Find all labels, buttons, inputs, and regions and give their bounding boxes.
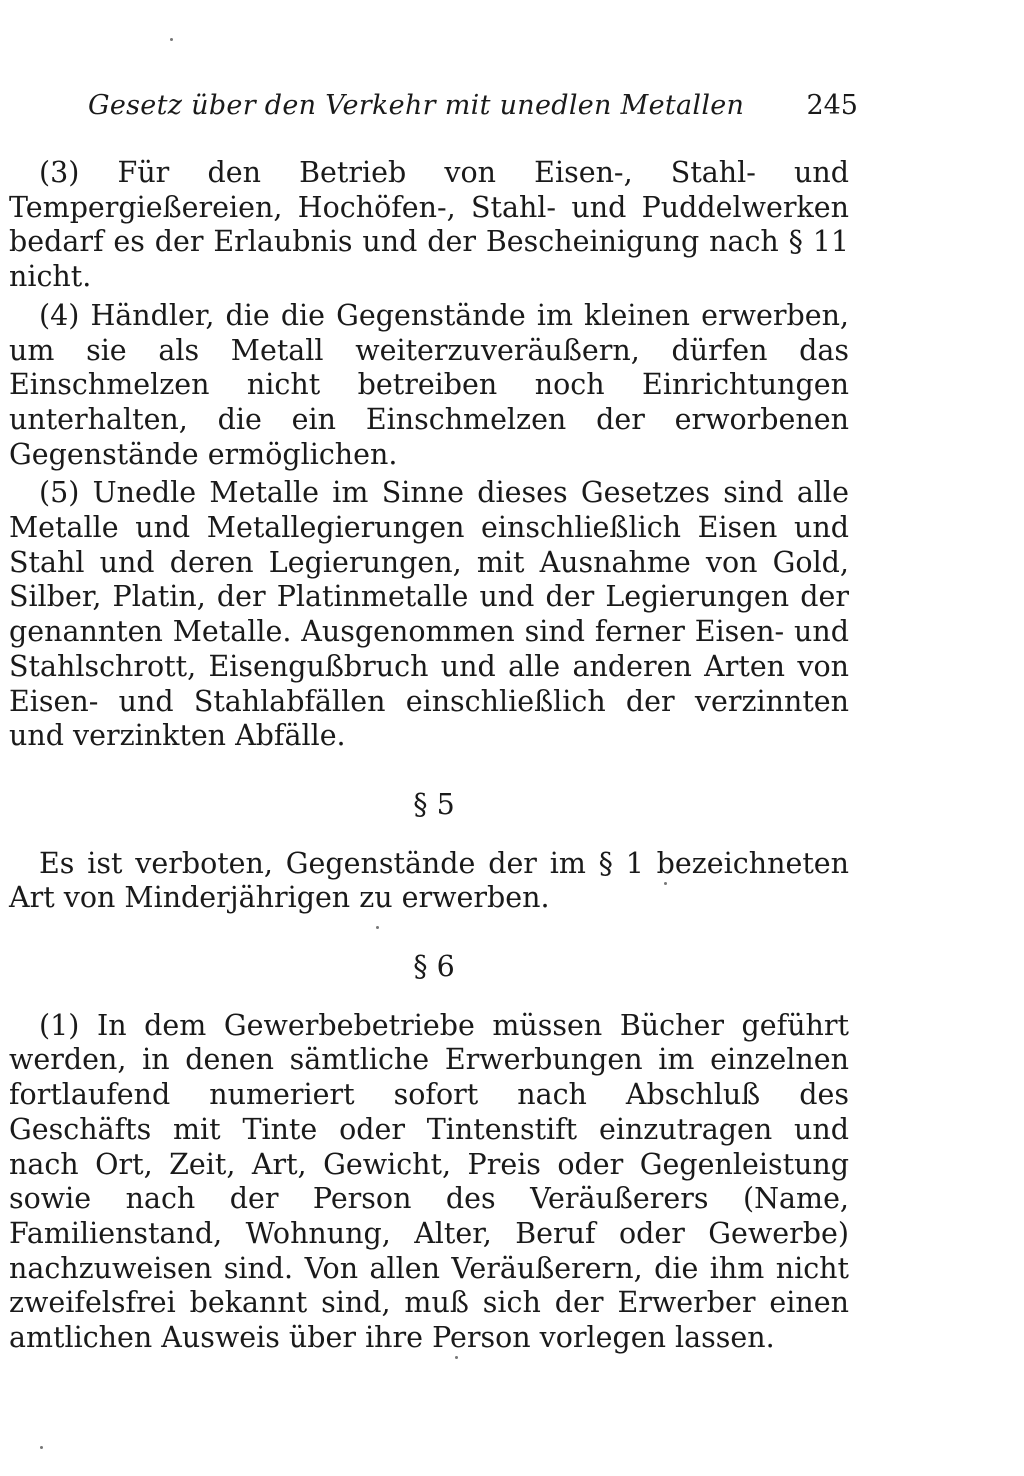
scan-speck bbox=[664, 882, 667, 885]
scan-speck bbox=[455, 1356, 458, 1359]
section-5-heading: § 5 bbox=[413, 787, 455, 821]
paragraph-4-4: (4) Händler, die die Gegenstände im kleinen erwerben, um sie als Metall weiterzuveräußern, dürfen das Einschmelzen nicht betreiben noch Einrichtungen unterhalten, die ein Einschmelzen der erworbenen Gegenstände ermöglichen. bbox=[9, 298, 849, 471]
section-5-text: Es ist verboten, Gegenstände der im § 1 bezeichneten Art von Minderjährigen zu erwerben. bbox=[9, 846, 849, 915]
page-number: 245 bbox=[806, 90, 858, 121]
scan-speck bbox=[170, 38, 173, 41]
running-header bbox=[88, 88, 858, 124]
paragraph-4-5: (5) Unedle Metalle im Sinne dieses Gesetzes sind alle Metalle und Metallegierungen einschließlich Eisen und Stahl und deren Legierungen, mit Ausnahme von Gold, Silber, Platin, der Platinmetalle und der Legierungen der genannten Metalle. Ausgenommen sind ferner Eisen- und Stahlschrott, Eisengußbruch und alle anderen Arten von Eisen- und Stahlabfällen einschließlich der verzinnten und verzinkten Abfälle. bbox=[9, 476, 849, 753]
scan-speck bbox=[40, 1446, 43, 1449]
running-title: Gesetz über den Verkehr mit unedlen Metallen bbox=[88, 90, 745, 121]
body-text bbox=[9, 156, 849, 1356]
scan-speck bbox=[376, 926, 379, 929]
paragraph-4-3: (3) Für den Betrieb von Eisen-, Stahl- und Tempergießereien, Hochöfen-, Stahl- und Puddelwerken bedarf es der Erlaubnis und der Bescheinigung nach § 11 nicht. bbox=[9, 156, 849, 294]
section-6-heading: § 6 bbox=[413, 950, 455, 984]
paragraph-6-1: (1) In dem Gewerbebetriebe müssen Bücher geführt werden, in denen sämtliche Erwerbungen im einzelnen fortlaufend numeriert sofort nach Abschluß des Geschäfts mit Tinte oder Tintenstift einzutragen und nach Ort, Zeit, Art, Gewicht, Preis oder Gegenleistung sowie nach der Person des Veräußerers (Name, Familienstand, Wohnung, Alter, Beruf oder Gewerbe) nachzuweisen sind. Von allen Veräußerern, die ihm nicht zweifelsfrei bekannt sind, muß sich der Erwerber einen amtlichen Ausweis über ihre Person vorlegen lassen. bbox=[9, 1008, 849, 1355]
